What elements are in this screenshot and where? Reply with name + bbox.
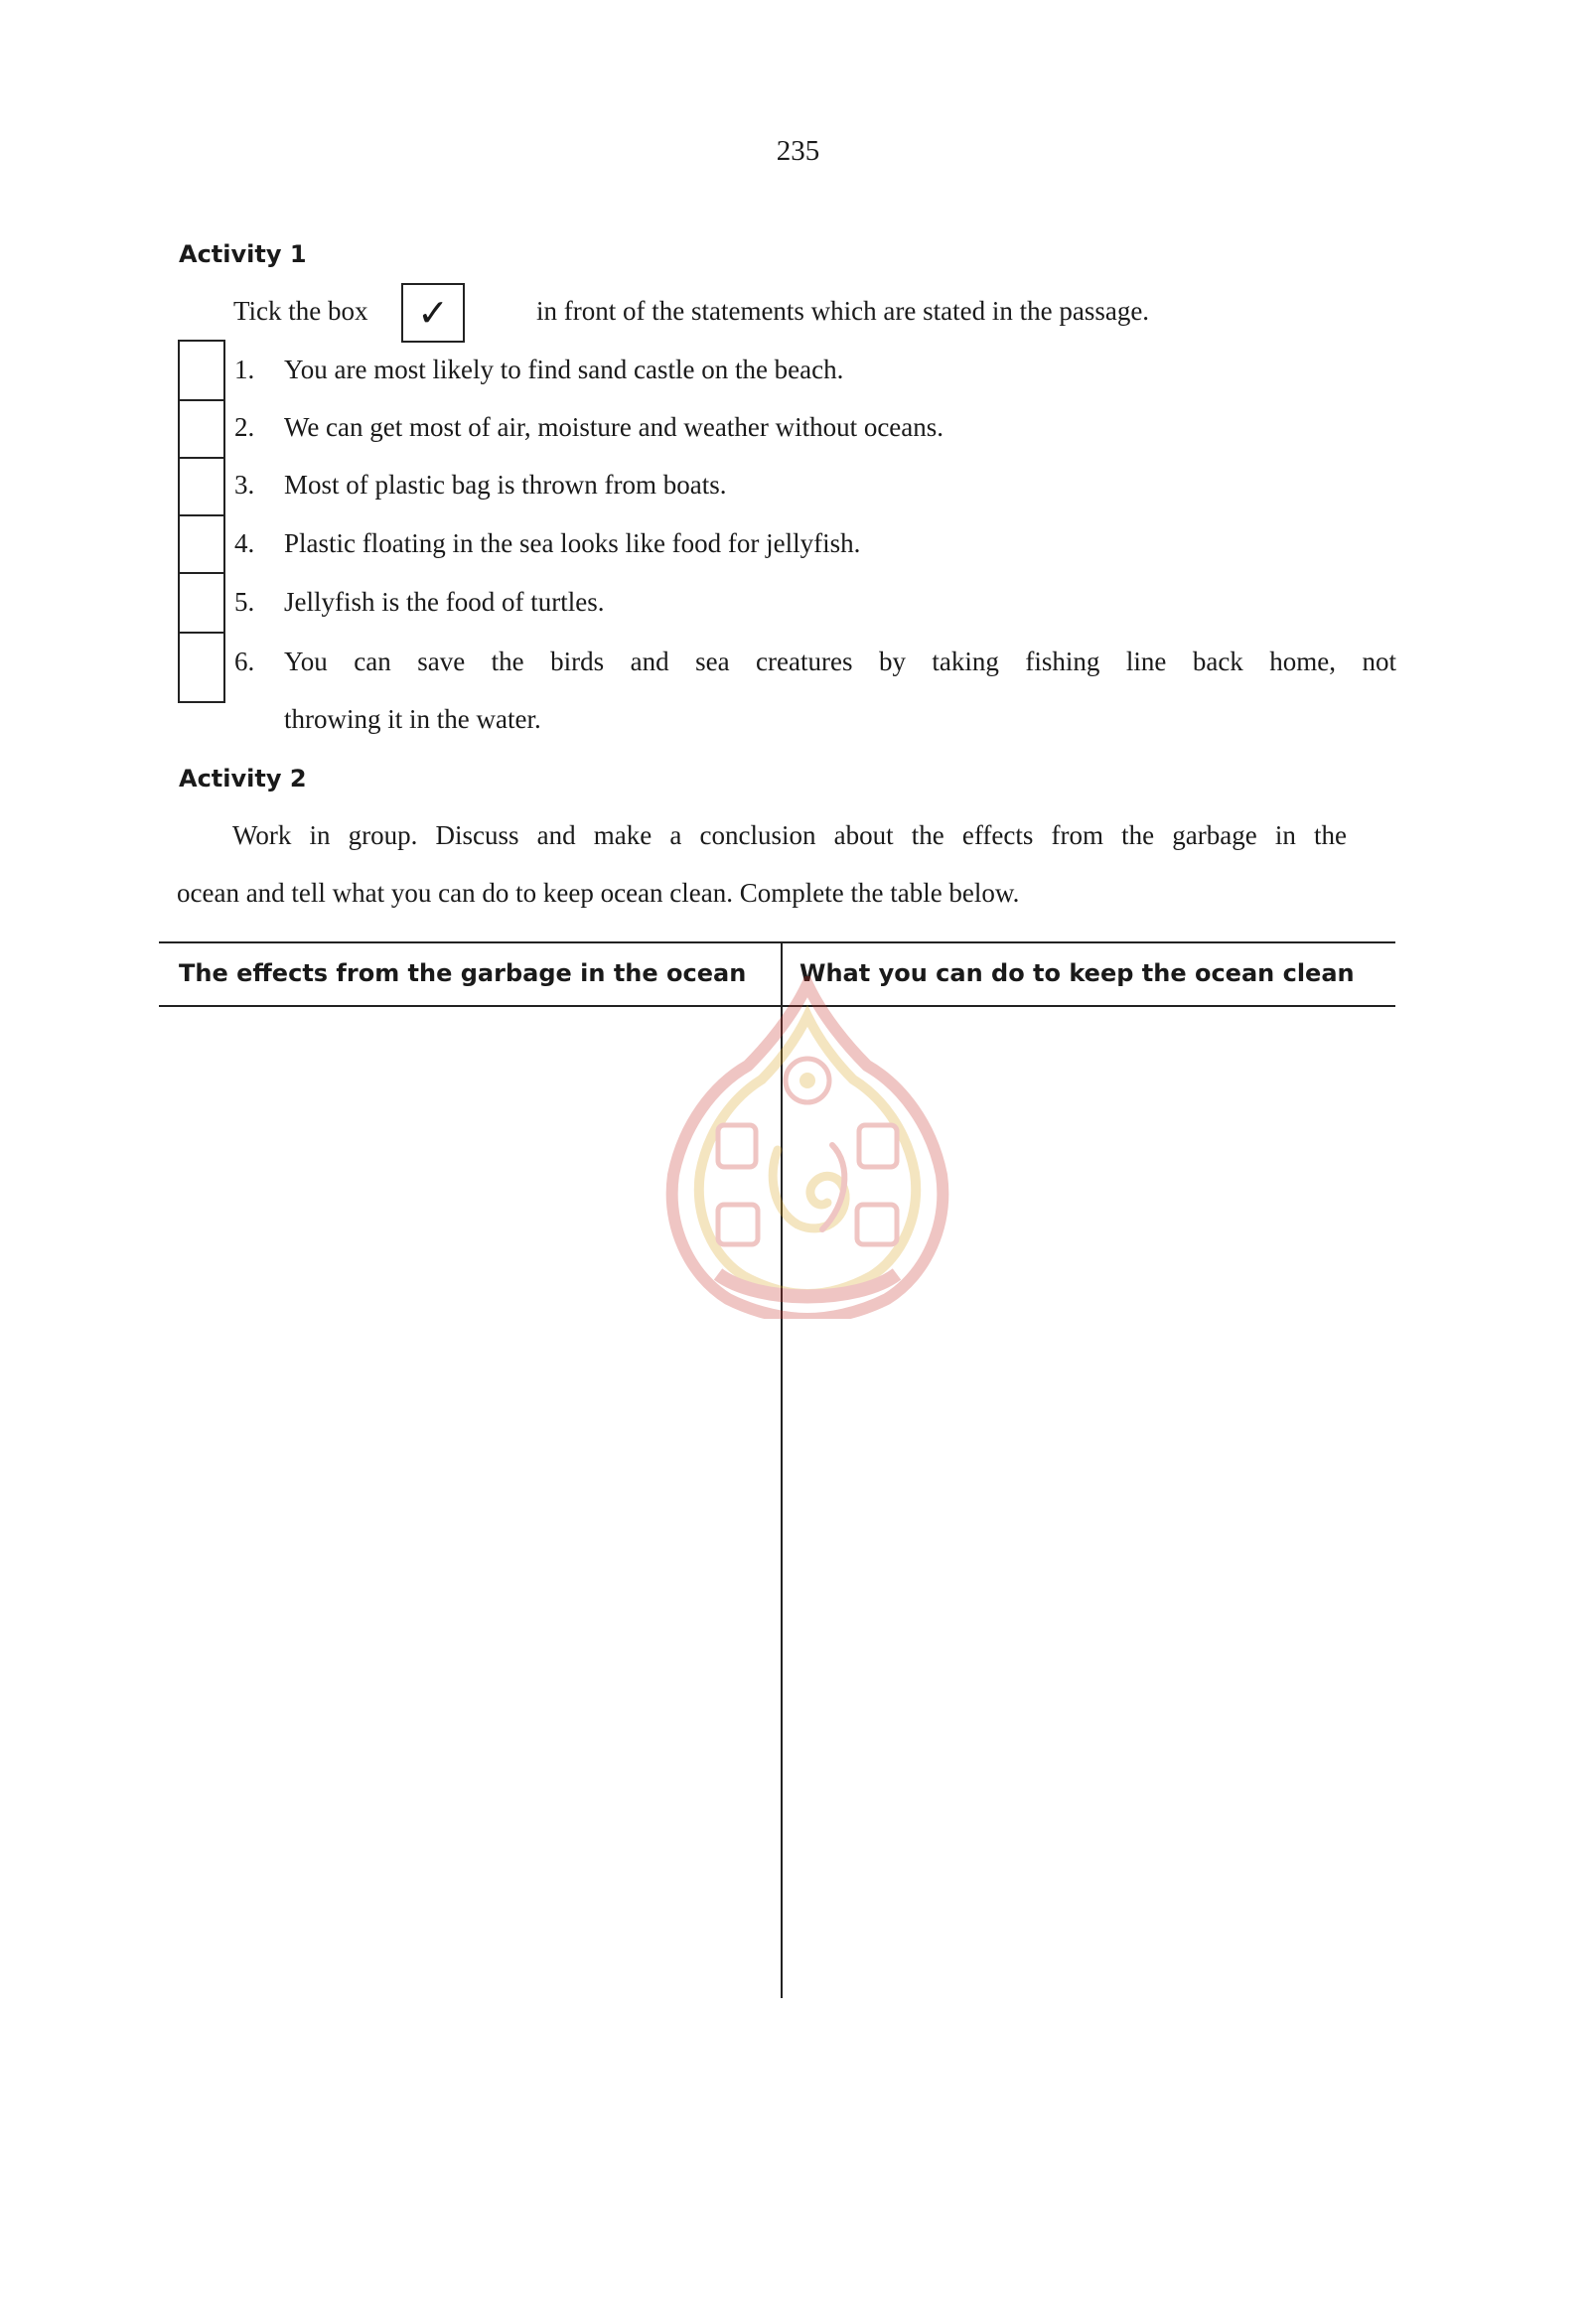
activity-2-paragraph	[177, 806, 1347, 922]
paragraph-line-1: Work in group. Discuss and make a conclusion about the effects from the garbage in the	[232, 820, 1347, 850]
statement-text: Jellyfish is the food of turtles.	[284, 587, 605, 617]
statement-3	[234, 470, 726, 501]
activity-2-heading: Activity 2	[179, 765, 307, 792]
statement-text: Plastic floating in the sea looks like food for jellyfish.	[284, 528, 861, 558]
statement-text: You can save the birds and sea creatures by taking fishing line back home, not	[284, 647, 1396, 676]
tick-box-1[interactable]	[178, 340, 225, 401]
tick-box-6[interactable]	[178, 632, 225, 703]
statement-1	[234, 355, 843, 385]
statement-number: 2.	[234, 412, 255, 442]
statement-text: We can get most of air, moisture and weather without oceans.	[284, 412, 944, 442]
statement-number: 1.	[234, 355, 255, 384]
statement-5	[234, 587, 604, 618]
tick-box-3[interactable]	[178, 457, 225, 516]
tick-box-2[interactable]	[178, 399, 225, 459]
activity-1-heading: Activity 1	[179, 240, 307, 268]
tick-box-4[interactable]	[178, 514, 225, 574]
statement-2	[234, 412, 943, 443]
statement-number: 5.	[234, 587, 255, 617]
table-top-rule	[159, 941, 1395, 943]
checkmark-icon: ✓	[417, 291, 449, 335]
instruction-after: in front of the statements which are stated in the passage.	[536, 296, 1150, 326]
paragraph-line-2: ocean and tell what you can do to keep ocean clean. Complete the table below.	[177, 878, 1020, 908]
statement-4	[234, 528, 860, 559]
statement-number: 3.	[234, 470, 255, 500]
statement-text: You are most likely to find sand castle on the beach.	[284, 355, 844, 384]
table-header-effects: The effects from the garbage in the ocean	[179, 959, 747, 987]
table-header-actions: What you can do to keep the ocean clean	[799, 959, 1355, 987]
statement-6-continuation: throwing it in the water.	[284, 704, 541, 734]
statement-6	[234, 647, 1396, 677]
instruction-before: Tick the box	[233, 296, 368, 326]
tick-box-5[interactable]	[178, 572, 225, 634]
statement-number: 6.	[234, 647, 255, 676]
statement-text: Most of plastic bag is thrown from boats.	[284, 470, 727, 500]
watermark-emblem-icon	[658, 976, 956, 1319]
statement-number: 4.	[234, 528, 255, 558]
example-tick-box	[401, 283, 465, 343]
page-number: 235	[776, 135, 820, 167]
